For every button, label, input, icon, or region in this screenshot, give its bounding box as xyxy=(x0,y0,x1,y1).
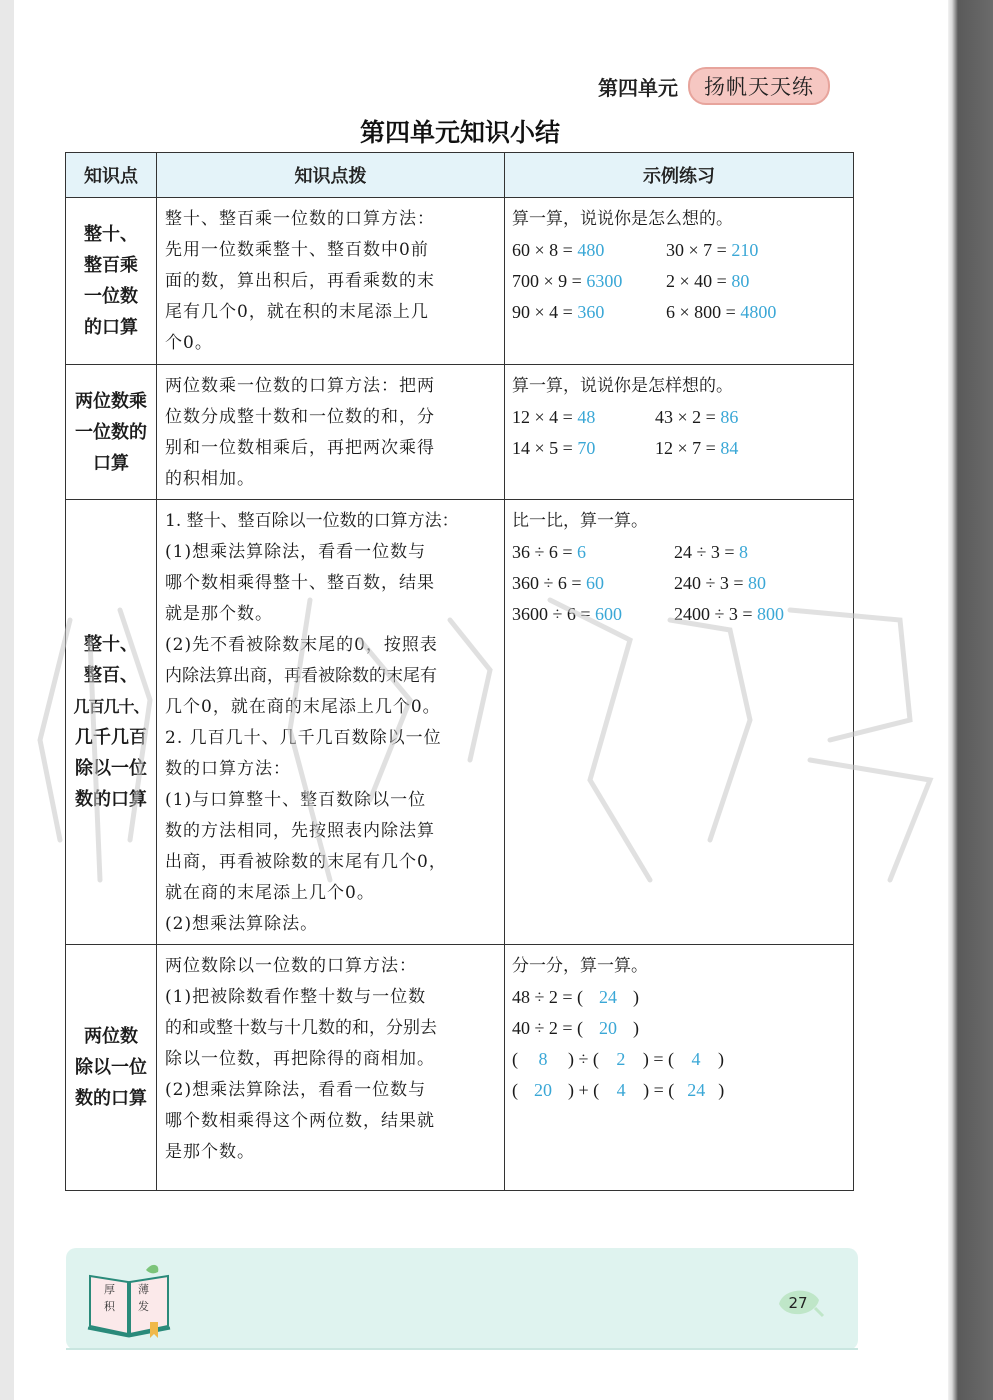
topic-cell xyxy=(66,500,157,945)
tip-line: 数的口算方法： xyxy=(165,759,291,779)
book-char: 厚 xyxy=(104,1283,115,1296)
example-answer: 6 xyxy=(577,542,587,562)
tips-cell xyxy=(157,945,505,1191)
bracket: ) ÷ ( xyxy=(568,1049,599,1069)
example-answer: 4 xyxy=(616,1080,626,1100)
tip-line: 面的数，算出积后，再看乘数的末 xyxy=(165,271,435,291)
example-question: 2 × 40 = xyxy=(666,271,732,291)
example-answer: 8 xyxy=(739,542,749,562)
book-char: 积 xyxy=(104,1300,115,1313)
bracket: ( xyxy=(512,1080,518,1100)
topic-line: 两位数乘 xyxy=(75,390,147,412)
example-answer: 20 xyxy=(534,1080,552,1100)
tip-line: 哪个数相乘得这个两位数，结果就 xyxy=(165,1111,435,1131)
tip-line: 个0。 xyxy=(165,333,213,353)
example-question: 700 × 9 = xyxy=(512,271,587,291)
tip-line: 内除法算出商，再看被除数的末尾有 xyxy=(165,666,437,686)
topic-cell xyxy=(66,365,157,500)
example-answer: 480 xyxy=(577,240,605,260)
book-icon xyxy=(86,1262,172,1338)
example-answer: 80 xyxy=(748,573,767,593)
example-question: 90 × 4 = xyxy=(512,302,578,322)
examples-cell xyxy=(505,365,854,500)
example-answer: 360 xyxy=(577,302,605,322)
bracket: ) + ( xyxy=(568,1080,600,1100)
tip-line: 2. 几百几十、几千几百数除以一位 xyxy=(165,728,442,748)
tip-line: 出商，再看被除数的末尾有几个0， xyxy=(165,852,447,872)
bracket: ) xyxy=(718,1049,725,1069)
tip-line: (2)先不看被除数末尾的0，按照表 xyxy=(165,635,438,655)
example-question: 43 × 2 = xyxy=(655,407,721,427)
example-row xyxy=(512,433,847,464)
example-row xyxy=(512,1075,847,1106)
topic-line: 除以一位 xyxy=(75,758,147,779)
topic-line: 几百几十、 xyxy=(73,697,149,716)
tip-line: (1)想乘法算除法，看看一位数与 xyxy=(165,542,427,562)
tip-line: (2)想乘法算除法。 xyxy=(165,914,319,934)
table-row xyxy=(66,365,854,500)
tip-line: 尾有几个0，就在积的末尾添上几 xyxy=(165,302,429,322)
tips-cell xyxy=(157,365,505,500)
topic-line: 除以一位 xyxy=(75,1057,147,1078)
topic-line: 两位数 xyxy=(84,1026,138,1047)
book-spine-edge xyxy=(948,0,993,1400)
example-question: 14 × 5 = xyxy=(512,438,578,458)
tip-line: 两位数除以一位数的口算方法： xyxy=(165,956,417,976)
example-answer: 24 xyxy=(687,1080,706,1100)
topic-line: 口算 xyxy=(93,452,129,474)
page-header xyxy=(598,68,860,104)
tip-line: 是那个数。 xyxy=(165,1142,255,1162)
tips-cell xyxy=(157,500,505,945)
col-header-tips: 知识点拨 xyxy=(157,153,505,198)
tip-line: 几个0，就在商的末尾添上几个0。 xyxy=(165,697,441,717)
example-intro: 算一算，说说你是怎样想的。 xyxy=(512,376,733,396)
example-question: 48 ÷ 2 = ( xyxy=(512,987,584,1007)
example-intro: 比一比，算一算。 xyxy=(512,511,648,531)
brand-pill: 扬帆天天练 xyxy=(688,67,830,105)
tip-line: 1. 整十、整百除以一位数的口算方法： xyxy=(165,511,459,531)
example-row xyxy=(512,1013,847,1044)
example-answer: 4800 xyxy=(740,302,777,322)
bracket: ) = ( xyxy=(643,1080,675,1100)
tip-line: 除以一位数，再把除得的商相加。 xyxy=(165,1049,435,1069)
example-row xyxy=(512,402,847,433)
tip-line: 的和或整十数与十几数的和，分别去 xyxy=(165,1018,437,1038)
example-answer: 86 xyxy=(720,407,739,427)
example-answer: 2 xyxy=(616,1049,626,1069)
bracket: ) = ( xyxy=(642,1049,675,1069)
examples-cell xyxy=(505,500,854,945)
summary-table xyxy=(65,152,854,1191)
example-intro: 分一分，算一算。 xyxy=(512,956,648,976)
example-answer: 70 xyxy=(577,438,596,458)
example-question: 3600 ÷ 6 = xyxy=(512,604,596,624)
example-answer: 20 xyxy=(599,1018,618,1038)
example-answer: 600 xyxy=(595,604,623,624)
examples-cell xyxy=(505,198,854,365)
example-answer: 8 xyxy=(538,1049,548,1069)
topic-line: 数的口算 xyxy=(75,1088,147,1109)
topic-line: 一位数 xyxy=(84,286,138,307)
example-question: 240 ÷ 3 = xyxy=(674,573,749,593)
tip-line: 整十、整百乘一位数的口算方法： xyxy=(165,209,435,229)
tip-line: 两位数乘一位数的口算方法：把两 xyxy=(165,376,435,396)
example-question: 30 × 7 = xyxy=(666,240,732,260)
table-row xyxy=(66,198,854,365)
book-char: 薄 xyxy=(138,1283,149,1296)
example-intro: 算一算，说说你是怎么想的。 xyxy=(512,209,733,229)
bracket: ) xyxy=(718,1080,725,1100)
example-row xyxy=(512,297,847,328)
example-answer: 4 xyxy=(691,1049,701,1069)
example-question: 24 ÷ 3 = xyxy=(674,542,740,562)
bracket: ( xyxy=(512,1049,518,1069)
example-answer: 210 xyxy=(731,240,759,260)
topic-cell xyxy=(66,198,157,365)
footer-band xyxy=(66,1248,858,1350)
table-header-row xyxy=(66,153,854,198)
col-header-topic: 知识点 xyxy=(66,153,157,198)
tip-line: 哪个数相乘得整十、整百数，结果 xyxy=(165,573,435,593)
tip-line: (1)与口算整十、整百数除以一位 xyxy=(165,790,427,810)
example-row xyxy=(512,568,847,599)
page-left-edge xyxy=(0,0,14,1400)
page-title: 第四单元知识小结 xyxy=(359,118,560,147)
example-question: 360 ÷ 6 = xyxy=(512,573,587,593)
topic-line: 几千几百 xyxy=(75,727,147,748)
bracket: ) xyxy=(633,1018,640,1038)
example-row xyxy=(512,599,847,630)
example-answer: 48 xyxy=(577,407,596,427)
example-row xyxy=(512,982,847,1013)
tip-line: (1)把被除数看作整十数与一位数 xyxy=(165,987,427,1007)
footer-divider xyxy=(66,1348,858,1350)
page-number: 27 xyxy=(788,1294,808,1312)
example-answer: 24 xyxy=(599,987,618,1007)
example-row xyxy=(512,235,847,266)
example-question: 12 × 4 = xyxy=(512,407,578,427)
tip-line: 的积相加。 xyxy=(165,469,255,489)
example-question: 12 × 7 = xyxy=(655,438,721,458)
tip-line: 位数分成整十数和一位数的和，分 xyxy=(165,407,435,427)
col-header-examples: 示例练习 xyxy=(505,153,854,198)
topic-cell xyxy=(66,945,157,1191)
table-row xyxy=(66,945,854,1191)
example-row xyxy=(512,537,847,568)
example-row xyxy=(512,1044,847,1075)
tips-cell xyxy=(157,198,505,365)
tip-line: 数的方法相同，先按照表内除法算 xyxy=(165,821,435,841)
topic-line: 一位数的 xyxy=(75,421,147,443)
example-question: 2400 ÷ 3 = xyxy=(674,604,758,624)
topic-line: 整十、 xyxy=(84,224,138,245)
example-question: 6 × 800 = xyxy=(666,302,741,322)
example-question: 36 ÷ 6 = xyxy=(512,542,578,562)
topic-line: 整百、 xyxy=(84,665,138,686)
tip-line: 就在商的末尾添上几个0。 xyxy=(165,883,375,903)
example-answer: 800 xyxy=(757,604,785,624)
topic-line: 数的口算 xyxy=(75,789,147,810)
example-answer: 60 xyxy=(586,573,605,593)
example-row xyxy=(512,266,847,297)
book-char: 发 xyxy=(138,1300,149,1313)
topic-line: 的口算 xyxy=(84,317,138,338)
tip-line: 别和一位数相乘后，再把两次乘得 xyxy=(165,438,435,458)
unit-label: 第四单元 xyxy=(598,75,678,100)
examples-cell xyxy=(505,945,854,1191)
tip-line: 先用一位数乘整十、整百数中0前 xyxy=(165,240,429,260)
example-question: 40 ÷ 2 = ( xyxy=(512,1018,584,1038)
topic-line: 整百乘 xyxy=(84,255,138,276)
tip-line: (2)想乘法算除法，看看一位数与 xyxy=(165,1080,427,1100)
topic-line: 整十、 xyxy=(84,634,138,655)
example-answer: 84 xyxy=(720,438,739,458)
table-row xyxy=(66,500,854,945)
example-question: 60 × 8 = xyxy=(512,240,578,260)
tip-line: 就是那个数。 xyxy=(165,604,273,624)
bracket: ) xyxy=(633,987,640,1007)
example-answer: 80 xyxy=(731,271,750,291)
example-answer: 6300 xyxy=(586,271,623,291)
